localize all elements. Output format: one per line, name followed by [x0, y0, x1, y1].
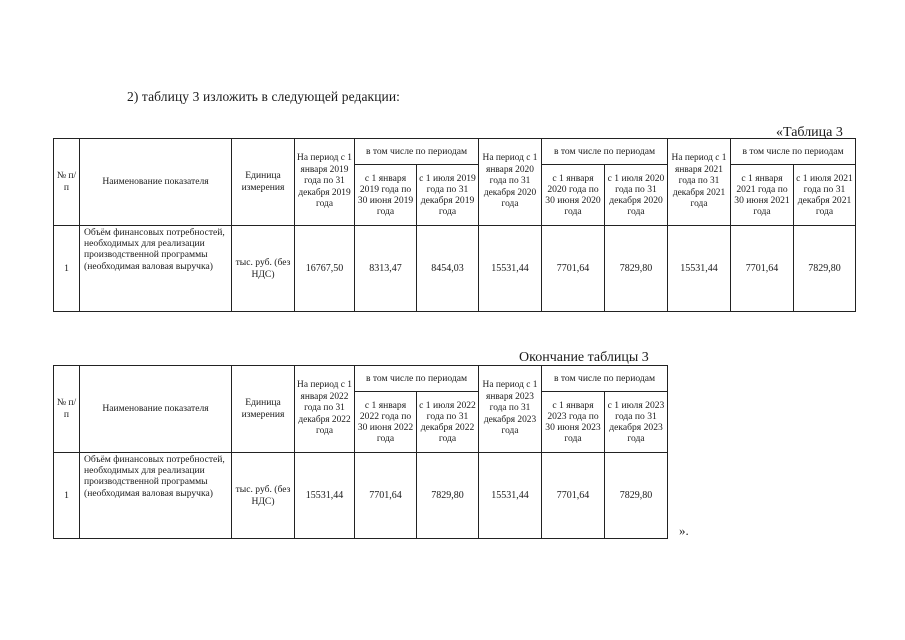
- table2-caption: Окончание таблицы 3: [519, 350, 649, 365]
- header-unit: Единица измерения: [232, 366, 295, 453]
- value-h1-2021: 7701,64: [731, 226, 794, 312]
- table1-caption: «Таблица 3: [776, 125, 843, 140]
- table2: [53, 365, 668, 539]
- value-total-2019: 16767,50: [295, 226, 355, 312]
- value-h2-2020: 7829,80: [605, 226, 668, 312]
- header-h1-2022: с 1 января 2022 года по 30 июня 2022 года: [355, 392, 417, 453]
- row-num: 1: [54, 226, 80, 312]
- value-total-2021: 15531,44: [668, 226, 731, 312]
- row-num: 1: [54, 453, 80, 539]
- row-unit: тыс. руб. (без НДС): [232, 453, 295, 539]
- row-name: Объём финансовых потребностей, необходимых для реализации производственной программы (необходимая валовая выручка): [80, 453, 232, 539]
- header-subperiods-2021: в том числе по периодам: [731, 139, 856, 165]
- value-total-2022: 15531,44: [295, 453, 355, 539]
- value-h1-2019: 8313,47: [355, 226, 417, 312]
- table1: [53, 138, 856, 312]
- value-h1-2022: 7701,64: [355, 453, 417, 539]
- value-h1-2023: 7701,64: [542, 453, 605, 539]
- closing-quote: ».: [679, 523, 689, 538]
- header-name: Наименование показателя: [80, 366, 232, 453]
- header-subperiods-2022: в том числе по периодам: [355, 366, 479, 392]
- header-h1-2023: с 1 января 2023 года по 30 июня 2023 года: [542, 392, 605, 453]
- header-period-2021: На период с 1 января 2021 года по 31 декабря 2021 года: [668, 139, 731, 226]
- header-h2-2020: с 1 июля 2020 года по 31 декабря 2020 года: [605, 165, 668, 226]
- header-subperiods-2019: в том числе по периодам: [355, 139, 479, 165]
- value-h1-2020: 7701,64: [542, 226, 605, 312]
- header-h1-2020: с 1 января 2020 года по 30 июня 2020 года: [542, 165, 605, 226]
- row-unit: тыс. руб. (без НДС): [232, 226, 295, 312]
- value-h2-2019: 8454,03: [417, 226, 479, 312]
- header-h2-2022: с 1 июля 2022 года по 31 декабря 2022 года: [417, 392, 479, 453]
- header-period-2020: На период с 1 января 2020 года по 31 декабря 2020 года: [479, 139, 542, 226]
- header-num: № п/п: [54, 139, 80, 226]
- header-num: № п/п: [54, 366, 80, 453]
- header-subperiods-2023: в том числе по периодам: [542, 366, 668, 392]
- header-h2-2021: с 1 июля 2021 года по 31 декабря 2021 года: [794, 165, 856, 226]
- table-row: [54, 226, 856, 312]
- header-period-2023: На период с 1 января 2023 года по 31 декабря 2023 года: [479, 366, 542, 453]
- table-row: [54, 453, 668, 539]
- value-h2-2021: 7829,80: [794, 226, 856, 312]
- intro-text: 2) таблицу 3 изложить в следующей редакции:: [127, 89, 401, 104]
- header-h2-2023: с 1 июля 2023 года по 31 декабря 2023 года: [605, 392, 668, 453]
- header-subperiods-2020: в том числе по периодам: [542, 139, 668, 165]
- header-unit: Единица измерения: [232, 139, 295, 226]
- header-period-2019: На период с 1 января 2019 года по 31 декабря 2019 года: [295, 139, 355, 226]
- header-name: Наименование показателя: [80, 139, 232, 226]
- value-total-2020: 15531,44: [479, 226, 542, 312]
- header-h2-2019: с 1 июля 2019 года по 31 декабря 2019 года: [417, 165, 479, 226]
- value-total-2023: 15531,44: [479, 453, 542, 539]
- header-h1-2021: с 1 января 2021 года по 30 июня 2021 года: [731, 165, 794, 226]
- row-name: Объём финансовых потребностей, необходимых для реализации производственной программы (необходимая валовая выручка): [80, 226, 232, 312]
- header-h1-2019: с 1 января 2019 года по 30 июня 2019 года: [355, 165, 417, 226]
- header-period-2022: На период с 1 января 2022 года по 31 декабря 2022 года: [295, 366, 355, 453]
- value-h2-2022: 7829,80: [417, 453, 479, 539]
- value-h2-2023: 7829,80: [605, 453, 668, 539]
